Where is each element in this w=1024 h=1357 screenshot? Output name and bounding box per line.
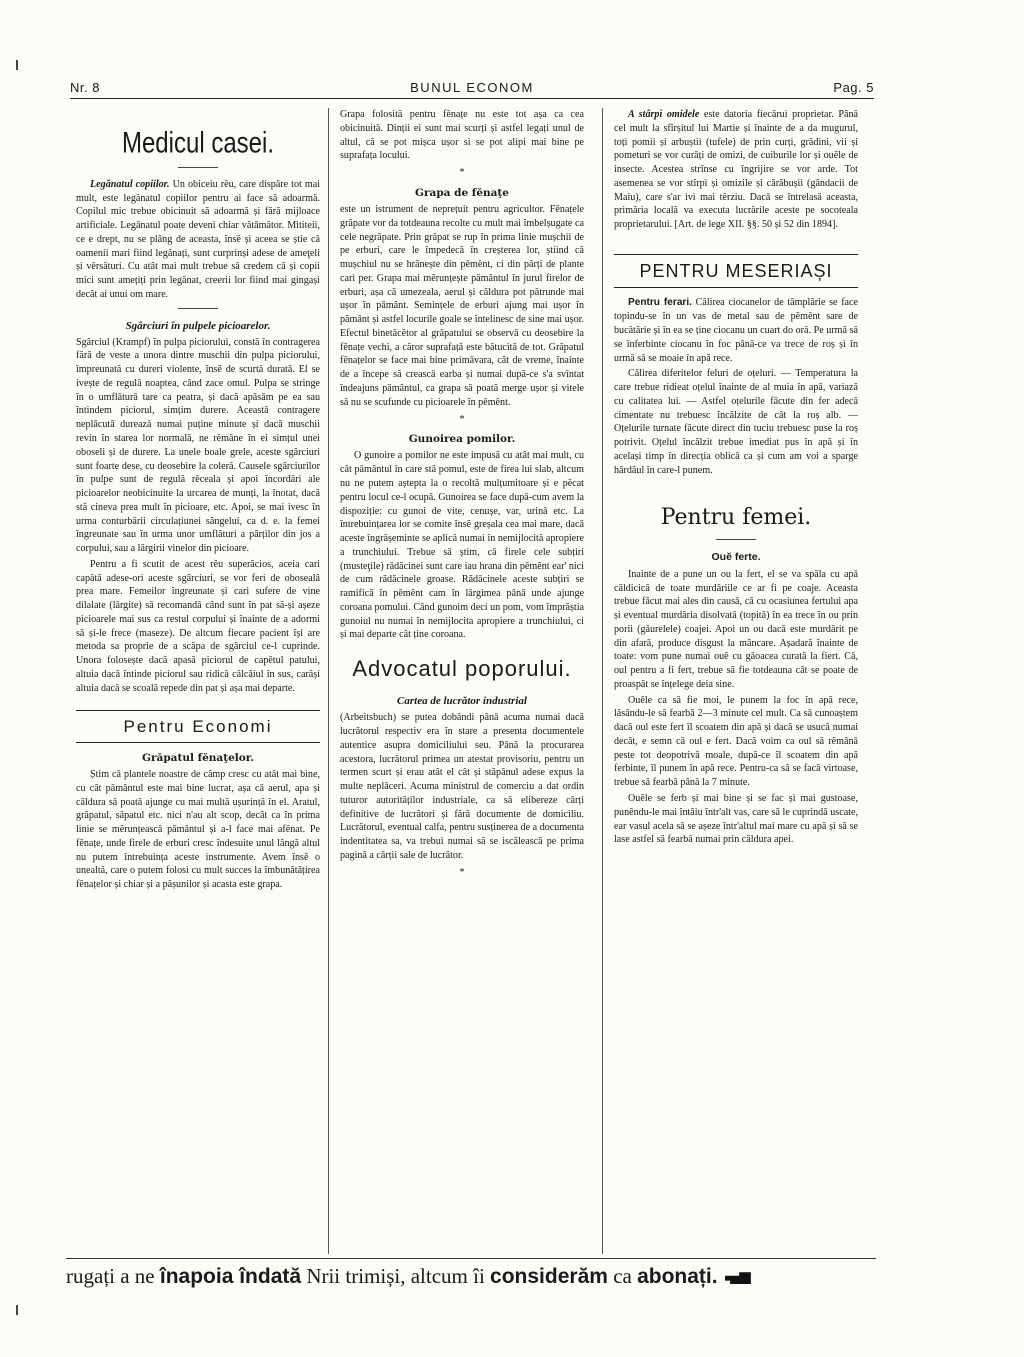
section-title-economi: Pentru Economi [76, 710, 320, 743]
scan-mark [16, 1305, 18, 1315]
section-title-femei: Pentru femei. [660, 505, 812, 531]
column-divider [328, 108, 329, 1254]
divider [178, 308, 218, 309]
page-header [70, 80, 874, 98]
footer-text-bold: considerăm [490, 1265, 608, 1288]
column-3 [614, 108, 858, 849]
article-paragraph [76, 178, 320, 302]
footer-rule [66, 1258, 876, 1259]
footer-text: Nrii trimiși, altcum îi [306, 1264, 485, 1288]
separator-star: * [459, 413, 465, 425]
newspaper-title: BUNUL ECONOM [410, 80, 534, 95]
article-paragraph: Sgârciul (Krampf) în pulpa piciorului, constă în contragerea fără de veste a unora dintre muschii din pulpa piciorului, împreunată cu dureri violente, însĕ de scurtă durată. El se ivește de regulă noaptea, când zace omul. Pulpa se stringe în o umflătură tare ca peatra, și dacă apăsăm pe ea sau întindem piciorul, simțim durere. Această contragere neplăcută durează numai puține minute și dacă muschii revin în starea lor normală, ne rĕmâne în ei simțul unei oboseli și de durere. La unele boale grele, aceste sgârciuri sunt foarte dese, cu deosebire la coleră. Causele sgârciurilor în pulpe sunt de regulă rĕceala și apoi încordări ale picioarelor neobicinuite la urcarea de munți, la înotat, dacă stă cineva prea mult în picioare, etc. Apoi, se mai ivesc în urma conturbării circulațiunei sângelui, ca d. e. la femei îngreunate sau în urma unor umflături a părților din jos a corpului, sau a lărgirii vinelor din picioare. [76, 336, 320, 555]
article-text: Călirea ciocanelor de tâmplărie se face topindu-se în un vas de metal sau de pĕmênt sare de bucătărie și în ea se ține ciocanu un cuart do oră. Pe urmă să se înferbinte ciocanu în foc până-ce va trece de roș și în urmă să se moaie în apă rece. [614, 297, 858, 364]
header-rule [70, 98, 874, 99]
article-paragraph [614, 296, 858, 365]
footer-text-bold: înapoia îndată [159, 1265, 302, 1288]
article-paragraph: Grapa folosită pentru fĕnațe nu este tot așa ca cea obicinuită. Dinții ei sunt mai scurți și astfel legați unul de altul, că se pot mișca ușor si se pot alipi mai bine pe suprafața locului. [340, 109, 584, 162]
divider [178, 167, 218, 168]
column-2 [340, 108, 584, 882]
section-title-advocatul: Advocatul poporului. [352, 656, 572, 682]
article-paragraph [614, 108, 858, 232]
article-text: Un obiceiu rĕu, care dispăre tot mai mult, este legănatul copiilor pentru ai face să adoarmă. Copilul mic trebue obicinuit să adoarmă și fără mijloace artificiale. Legănatul poate devenì chiar vătămător. Mititeii, ce e drept, nu se plâng de aceasta, însĕ și aceea se știe că oamenii mari fiind legănați, sunt curprinși adese de ameţeli și vĕrsături. Cu atât mai mult trebue să credem că și copii mici sunt amețiți prin legănat, creerii lor fiind mai gingași decât ai unui om mare. [76, 178, 320, 300]
footer-notice [66, 1264, 886, 1294]
column-divider [602, 108, 603, 1254]
separator-star: * [459, 866, 465, 878]
article-title: Ouĕ ferte. [711, 551, 761, 564]
scan-mark [16, 60, 18, 70]
article-paragraph: este un istrument de neprețuit pentru agricultor. Fĕnațele grăpate vor da totdeauna recolte cu mult mai îmbelșugate ca cele negrăpate. Prin grăpat se rup în prima linie mușchii de pe erburi, care le împedecă în creșterea lor, știind că mușchiul nu se hrănește din pĕmênt, ci din părți de plante cari per. Grapa mai mĕrunțește pământul în jurul firelor de erburi, așa că umezeala, aerul și căldura pot pătrunde mai ușor în pământ. Semințele de erburi ajung mai ușor în pământ și astfel locurile goale se întelinesc de sine mai ușor. Efectul binetăcĕtor al grăpatului se observă cu deosebire la fĕnațe vechi, a căror suprafață este bătucită de tot. Grăpatul fĕnațelor se face mai bine primăvara, cât de vreme, înainte de a începe să crească earba și numai după-ce s'a svîntat îndeajuns pământul, ca grapa să poată merge ușor și vitele să nu se scufunde cu picioarele în pĕmênt. [340, 204, 584, 408]
footer-text: ca [613, 1264, 632, 1288]
column-1 [76, 108, 320, 894]
article-title: Grăpatul fĕnaţelor. [142, 751, 254, 764]
article-title: Pentru ferari. [628, 297, 692, 309]
section-title-meseriasi: PENTRU MESERIAȘI [614, 254, 858, 289]
article-paragraph: Inainte de a pune un ou la fert, el se va spăla cu apă căldicică de toate murdăriile ce ar fi pe coaje. Aceasta trebue făcut mai ales din causă, că cu ocasiunea fertului apa și eventual murdăria disolvată (topită) în ea trece în ou prin porii (găurelele) coajei. Apoi un ou dacă este murdărit pe din afară, produce disgust la mâncare. Așadară înainte de toate: vom pune numai ouĕ cu găoacea curată la fiert. Că, oul pentru a fi fert, trebue să fie totdeauna cât se poate de proaspăt se înțelege deia sine. [614, 568, 858, 690]
article-paragraph: (Arbeitsbuch) se putea dobândì până acuma numai dacă lucrătorul respectiv era în stare a presenta documentele autentice asupra domiciliului seu. Până la procurarea acestora, lucrătorul primea un atestat provisoriu, pentru un termen scurt și erau atât el cât și stăpânul adese expus la multe neplăceri. Acuma ministrul de comerciu a dat ordin tuturor autorităților industriale, ca să elibereze cărți definitive de lucrători și fără documente de domiciliu. Lucrătorul, eventual calfa, pentru susținerea de a documenta indentitatea sa, va trebui numai să se iscălească pe prima pagină a cărții sale de lucrător. [340, 712, 584, 861]
article-paragraph: Călirea diferitelor feluri de oțeluri. — Temperatura la care trebue ridieat oțelul înainte de al muia în apă, variază cu calitatea lui. — Astfel oțelurile făcute din fer adecă cimentate nu trebuesc încălzite de cât la roș alb. — Oțelurile turnate făcute direct din tuciu trebuesc puse la roș potrivit. Oțelul încălzit trebue imediat pus în apă și în același timp în direcția oblică ca și cum am voi a sparge hârdăul în care-l punem. [614, 368, 858, 476]
footer-text-bold: abonați. [637, 1265, 718, 1288]
article-title: A stârpì omidele [628, 109, 700, 120]
article-paragraph: O gunoire a pomilor ne este impusă cu atât mai mult, cu cât pământul în care stă pomul, este de firea lui slab, altcum nu ne putem aștepta la o recoltă mulțumitoare și e pĕcat pentru locul ce-l ocupă. Gunoirea se face după-cum avem la dispoziție: cu gunoi de vite, cenușe, var, urină etc. La întrebuințarea lor se comite însĕ greșala cea mai mare, dacă aceste îngrășeminte se aplică numai în nemijlocită apropiere a trunchiului. Trebue să știm, că firele cele subțiri (musteţile) rădăcinei sunt care iau hrana din pĕmênt ear' nici de cum rădăcinele groase. Rădăcinele aceste subțiri se ramifică în pĕmênt cam în lărgimea până unde ajunge coroana pomului. Când gunoim deci un pom, vom împrăștia gunoiul nu numai în nemijlocita apropiere a trunchiului, ci și mai departe cât ține coroana. [340, 450, 584, 641]
divider [716, 539, 756, 540]
article-paragraph: Știm că plantele noastre de câmp cresc cu atât mai bine, cu cât pământul este mai bine lucrat, așa că aerul, apa și căldura să poată ajunge cu mai multă ușurință în el. Aratul, grăpatul, săpatul etc. nici n'au alt scop, decât ca în prima linie se mĕrunțească pământul și a-l face mai afĕnat. Pe fĕnațe, unde firele de erburi cresc îndesuite unul lângă altul nu putem întrebuința aceste instrumente. Avem însĕ o unealtă, care o putem folosì cu mult succes la îmbunătățirea fĕnațelor și chiar și a pășunilor și acasta este grapa. [76, 769, 320, 891]
article-title: Legănatul copiilor. [90, 178, 170, 190]
page-number: Pag. 5 [833, 80, 874, 95]
article-title: Sgârciuri în pulpele picioarelor. [125, 319, 271, 332]
article-paragraph: Pentru a fi scutit de acest rĕu superăcios, aceia cari capătă adese-ori aceste sgârciuri, se vor feri de obosealâ prea mare. Femeilor îngreunate și cari sufere de vine dilalate (lărgite) să recomandă când sunt în pat să-și așeze picioarele mai sus ca restul corpului și înainte de a adormi să și-le frece (maseze). De altcum fiecare pacient își are metoda sa proprie de a scăpa de sgârciul ce-l cuprinde. Unora folosește dacă apasă piciorul de capĕtul patului, altuia dacă întinde piciorul sau ridică călcâiul în sus, carăși altuia dacă se scoală repede din pat și așa mai departe. [76, 558, 320, 694]
article-title: Grapa de fĕnaţe [415, 186, 509, 199]
footer-text: rugați a ne [66, 1264, 155, 1288]
separator-star: * [459, 167, 465, 179]
article-paragraph: Ouĕle ca să fie moi, le punem la foc în apă rece, lăsându-le să fearbă 2—3 minute cel mult. Ca să cunoaștem dacă oul este fert îl scoatem din apă și dacă se usucă numai decât, e semn că oul e fert. Dacă voim ca oul să rĕmână peste tot deopotrivă moale, după-ce îl scoatem din apă ferbinte, îl punem în apă rece. Pentru-ca să se facă virtoase, trebue să fearbă până la 7 minute. [614, 694, 858, 789]
section-title-medicul: Medicul casei. [121, 126, 275, 161]
article-title: Gunoirea pomilor. [408, 433, 516, 446]
article-title: Cartea de lucrător industrial [397, 695, 527, 708]
article-paragraph: Ouĕle se ferb și mai bine și se fac și mai gustoase, punêndu-le mai întâiu într'alt vas, care să le cuprindă uscate, ear vasul acela să se așeze într'altul mai mare cu apă și să se lase astfel să fearbă numai prin căldura apei. [614, 793, 858, 846]
article-text: este datoria fiecărui proprietar. Până cel mult la sfîrșitul lui Martie și înainte de a da mugurul, toți pomii și arbuștii (tufele) de prin curți, grădini, vii și pometuri se vor curăți de omizi, de cuiburile lor și ouĕle de insecte. Acestea strînse cu îngrijire se vor arde. Tot asemenea se vor stîrpì și omizile și cărăbușii (gândacii de Maiu), care s'ar ivì mai tĕrziu. Dacă se întrelasă aceasta, primăria locală va executa lucrările aceste pe socoteala proprietarului. [Art. de lege XII. §§. 50 și 52 din 1894]. [614, 109, 858, 231]
pointing-hand-icon [725, 1272, 751, 1284]
issue-number: Nr. 8 [70, 80, 100, 95]
